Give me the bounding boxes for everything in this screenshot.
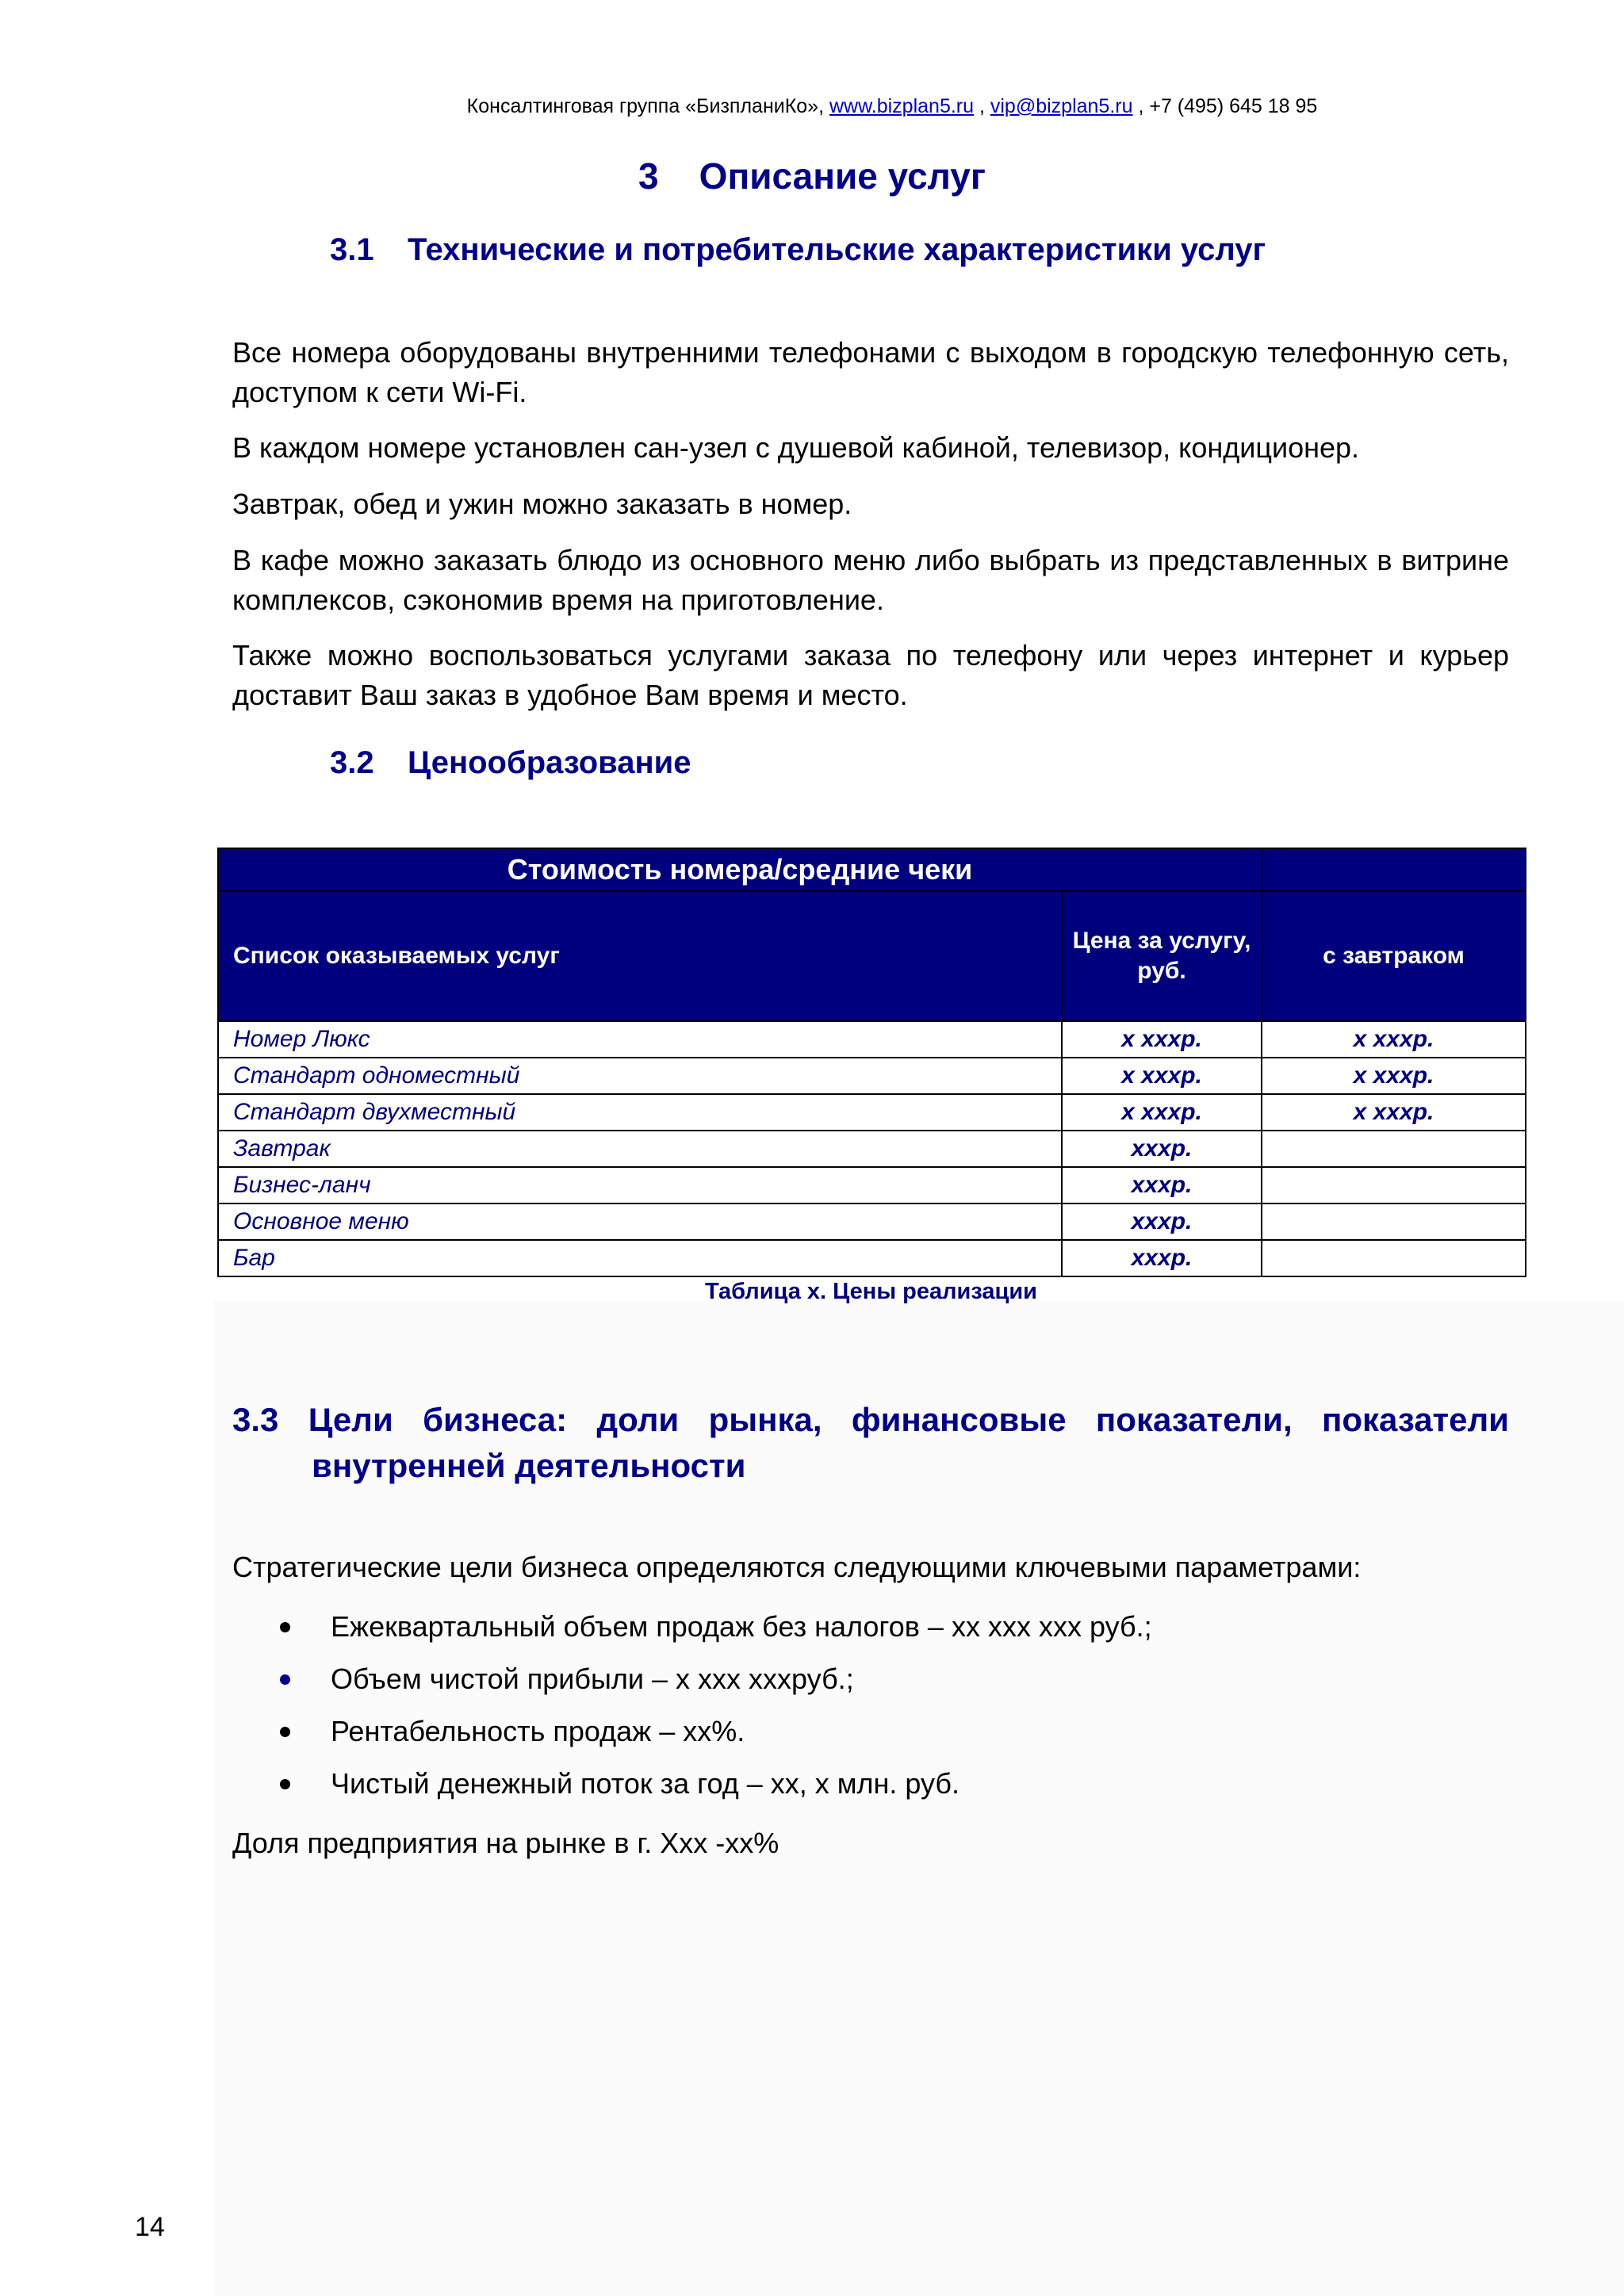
header-phone: , +7 (495) 645 18 95 <box>1132 95 1318 117</box>
subsection-3-2-number: 3.2 <box>330 745 374 780</box>
row-service: Стандарт двухместный <box>218 1094 1062 1131</box>
page-number: 14 <box>135 2212 165 2242</box>
row-service: Стандарт одноместный <box>218 1058 1062 1094</box>
subsection-3-3-heading <box>232 1397 1509 1489</box>
row-breakfast <box>1262 1167 1526 1203</box>
heading-word: доли <box>596 1401 680 1438</box>
bullet-icon <box>280 1779 290 1789</box>
table-row <box>218 1240 1526 1276</box>
row-price: х хххр. <box>1062 1021 1262 1058</box>
paragraph-phones: Все номера оборудованы внутренними телефонами с выходом в городскую телефонную сеть, доступом к сети Wi-Fi. <box>232 336 1509 408</box>
market-share: Доля предприятия на рынке в г. Ххх -хх% <box>232 1827 779 1859</box>
header-separator: , <box>974 95 990 117</box>
subsection-3-3-number: 3.3 <box>232 1401 279 1438</box>
table-title: Стоимость номера/средние чеки <box>218 848 1262 891</box>
paragraph-delivery: Также можно воспользоваться услугами заказа по телефону или через интернет и курьер доставит Ваш заказ в удобное Вам время и место. <box>232 639 1509 711</box>
row-price: хххр. <box>1062 1203 1262 1240</box>
subsection-3-1-number: 3.1 <box>330 232 374 267</box>
section-title: 3 Описание услуг <box>638 155 986 197</box>
heading-word: Цели <box>308 1401 393 1438</box>
table-row <box>218 1021 1526 1058</box>
table-caption: Таблица х. Цены реализации <box>704 1279 1038 1304</box>
row-service: Бизнес-ланч <box>218 1167 1062 1203</box>
list-item-text: Объем чистой прибыли – х ххх хххруб.; <box>331 1663 854 1695</box>
list-item <box>232 1657 1509 1709</box>
list-item-text: Ежеквартальный объем продаж без налогов – хх ххх ххх руб.; <box>331 1610 1152 1643</box>
header-email-link[interactable]: vip@bizplan5.ru <box>990 95 1133 117</box>
table-row <box>218 1203 1526 1240</box>
col-header-service: Список оказываемых услуг <box>218 891 1062 1021</box>
row-service: Основное меню <box>218 1203 1062 1240</box>
list-item-text: Рентабельность продаж – хх%. <box>331 1715 745 1747</box>
table-title-empty-cell <box>1262 848 1526 891</box>
subsection-3-3-line1 <box>232 1397 1509 1443</box>
row-price: хххр. <box>1062 1240 1262 1276</box>
col-header-breakfast: с завтраком <box>1262 891 1526 1021</box>
paragraph-bathroom: В каждом номере установлен сан-узел с душевой кабиной, телевизор, кондиционер. <box>232 431 1360 464</box>
paragraph-cafe: В кафе можно заказать блюдо из основного меню либо выбрать из представленных в витрине комплексов, сэкономив время на приготовление. <box>232 544 1509 616</box>
list-item <box>232 1709 1509 1762</box>
row-breakfast: х хххр. <box>1262 1094 1526 1131</box>
goals-intro: Стратегические цели бизнеса определяются следующими ключевыми параметрами: <box>232 1551 1362 1583</box>
row-price: х хххр. <box>1062 1094 1262 1131</box>
table-row <box>218 1058 1526 1094</box>
table-row <box>218 1094 1526 1131</box>
header-site-link[interactable]: www.bizplan5.ru <box>829 95 975 117</box>
row-breakfast <box>1262 1203 1526 1240</box>
bullet-icon <box>280 1727 290 1737</box>
table-row <box>218 1167 1526 1203</box>
heading-word: показатели, <box>1095 1401 1293 1438</box>
paragraph-room-service: Завтрак, обед и ужин можно заказать в номер. <box>232 488 852 520</box>
row-price: х хххр. <box>1062 1058 1262 1094</box>
heading-word: рынка, <box>708 1401 822 1438</box>
bullet-icon <box>280 1622 290 1632</box>
price-table <box>217 848 1526 1277</box>
list-item-text: Чистый денежный поток за год – хх, х млн. руб. <box>331 1767 960 1800</box>
goals-list <box>232 1605 1509 1814</box>
subsection-3-1-title: Технические и потребительские характеристики услуг <box>408 232 1266 267</box>
subsection-3-1-heading <box>330 232 1266 268</box>
row-service: Номер Люкс <box>218 1021 1062 1058</box>
heading-word: показатели <box>1321 1401 1509 1438</box>
row-price: хххр. <box>1062 1131 1262 1167</box>
header-company: Консалтинговая группа «БизпланиКо», <box>466 95 825 117</box>
list-item <box>232 1762 1509 1814</box>
col-header-price: Цена за услугу, руб. <box>1062 891 1262 1021</box>
subsection-3-2-title: Ценообразование <box>408 745 691 780</box>
row-breakfast: х хххр. <box>1262 1058 1526 1094</box>
page-header <box>159 95 1624 118</box>
bullet-icon <box>280 1674 290 1685</box>
row-breakfast <box>1262 1240 1526 1276</box>
row-service: Бар <box>218 1240 1062 1276</box>
list-item <box>232 1605 1509 1657</box>
subsection-3-3-line2: внутренней деятельности <box>312 1447 746 1484</box>
heading-word: бизнеса: <box>423 1401 568 1438</box>
row-breakfast: х хххр. <box>1262 1021 1526 1058</box>
heading-word: финансовые <box>851 1401 1067 1438</box>
row-service: Завтрак <box>218 1131 1062 1167</box>
subsection-3-2-heading <box>330 745 691 781</box>
row-breakfast <box>1262 1131 1526 1167</box>
table-row <box>218 1131 1526 1167</box>
row-price: хххр. <box>1062 1167 1262 1203</box>
